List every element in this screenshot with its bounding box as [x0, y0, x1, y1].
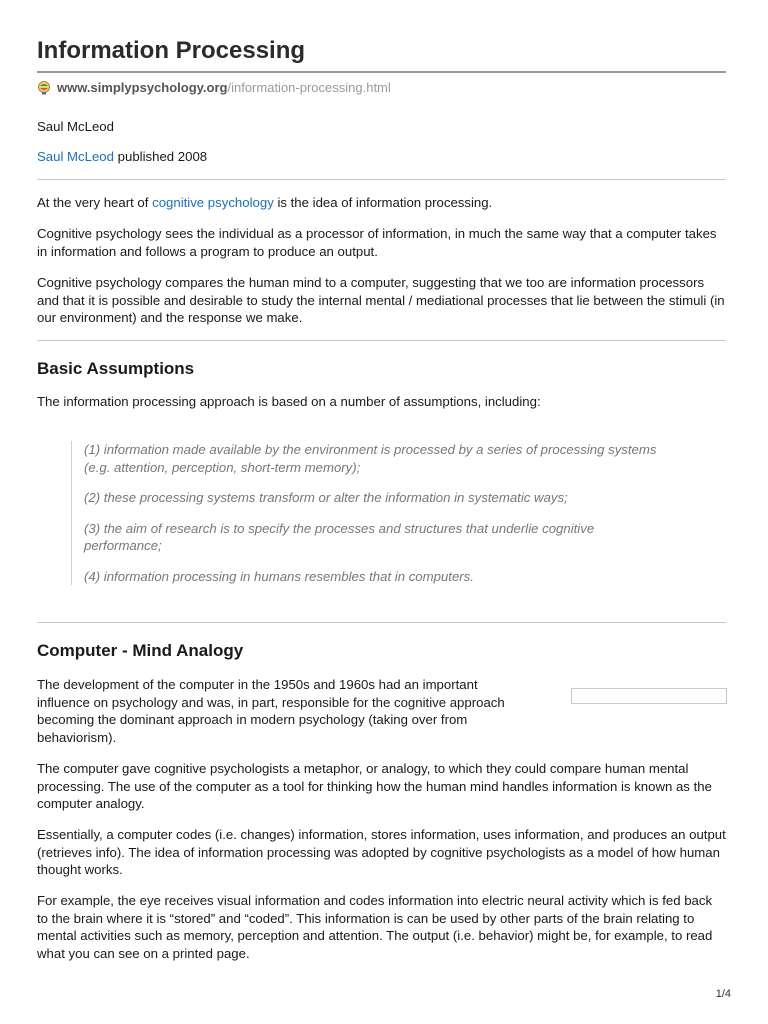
section-divider-1	[37, 340, 726, 341]
section-heading-basic-assumptions: Basic Assumptions	[37, 359, 195, 378]
assumption-item: (2) these processing systems transform or alter the information in systematic ways;	[84, 490, 568, 505]
source-url[interactable]	[37, 79, 391, 97]
page-title: Information Processing	[37, 37, 306, 64]
author-link[interactable]: Saul McLeod	[37, 149, 114, 164]
analogy-paragraph-1: The development of the computer in the 1950s and 1960s had an important influence on psychology and was, in part, responsible for the cognitive approach becoming the dominant approach in modern psychology (taking over from behaviorism).	[37, 677, 505, 745]
intro-paragraph-2: Cognitive psychology sees the individual as a processor of information, in much the same way that a computer takes in information and follows a program to produce an output.	[37, 226, 717, 259]
intro-paragraph-3: Cognitive psychology compares the human mind to a computer, suggesting that we too are information processors and that it is possible and desirable to study the internal mental / mediational processes that lie between the stimuli (in our environment) and the response we make.	[37, 275, 725, 325]
intro-text-after: is the idea of information processing.	[273, 195, 493, 210]
image-placeholder	[571, 688, 727, 704]
site-favicon-icon	[37, 81, 51, 95]
assumption-item: (4) information processing in humans resembles that in computers.	[84, 568, 474, 584]
section-divider-2	[37, 622, 726, 623]
assumption-item: (1) information made available by the environment is processed by a series of processing systems (e.g. attention, perception, short-term memory);	[84, 442, 657, 475]
assumptions-blockquote	[71, 441, 674, 585]
published-text: published 2008	[113, 149, 208, 164]
section-heading-computer-mind-analogy: Computer - Mind Analogy	[37, 641, 244, 660]
page-number: 1/4	[715, 988, 731, 1000]
cognitive-psychology-link[interactable]: cognitive psychology	[152, 195, 274, 210]
assumptions-lead: The information processing approach is based on a number of assumptions, including:	[37, 394, 541, 409]
byline	[37, 148, 726, 166]
analogy-paragraph-4: For example, the eye receives visual information and codes information into electric neural activity which is fed back to the brain where it is “stored” and “coded”. This information is can be used by other parts of the brain relating to mental activities such as memory, perception and attention. The output (i.e. behavior) might be, for example, to read what you can see on a printed page.	[37, 893, 713, 961]
intro-paragraph-1	[37, 194, 726, 212]
analogy-paragraph-2: The computer gave cognitive psychologists a metaphor, or analogy, to which they could compare human mental processing. The use of the computer as a tool for thinking how the human mind handles information is known as the computer analogy.	[37, 761, 712, 811]
header-divider	[37, 179, 726, 180]
source-path: /information-processing.html	[227, 80, 391, 95]
title-divider	[37, 71, 726, 73]
author-line: Saul McLeod	[37, 119, 114, 134]
intro-text-before: At the very heart of	[37, 195, 153, 210]
analogy-paragraph-3: Essentially, a computer codes (i.e. changes) information, stores information, uses information, and produces an output (retrieves info). The idea of information processing was adopted by cognitive psychologists as a model of how human thought works.	[37, 827, 726, 877]
source-domain: www.simplypsychology.org	[57, 80, 228, 95]
assumption-item: (3) the aim of research is to specify the processes and structures that underlie cognitive performance;	[84, 520, 595, 553]
